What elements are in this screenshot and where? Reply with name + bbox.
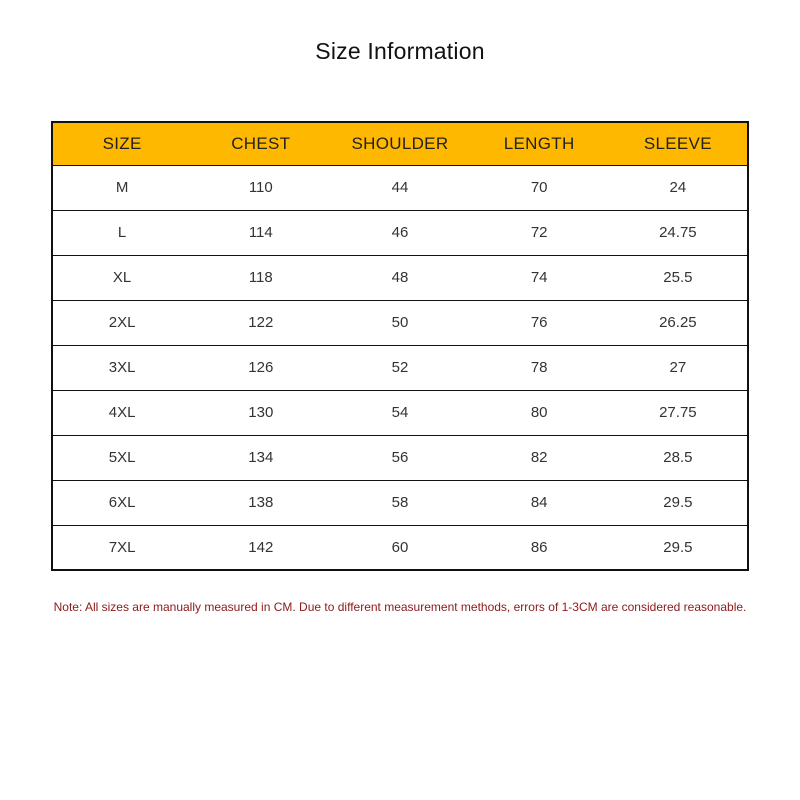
cell-shoulder: 46 [330, 210, 469, 255]
cell-chest: 110 [248, 179, 273, 196]
table-row [52, 165, 748, 210]
cell-sleeve: 29.5 [609, 480, 748, 525]
cell-shoulder: 48 [330, 255, 469, 300]
cell-length: 72 [470, 210, 609, 255]
cell-size: 6XL [52, 480, 191, 525]
cell-length: 74 [470, 255, 609, 300]
cell-shoulder: 58 [330, 480, 469, 525]
measurement-note: Note: All sizes are manually measured in CM. Due to different measurement methods, errors of 1-3CM are considered reasonable. [53, 600, 747, 614]
page-title: Size Information [315, 38, 485, 64]
cell-sleeve: 29.5 [609, 525, 748, 570]
column-header-chest: CHEST [191, 122, 330, 165]
cell-chest: 126 [191, 345, 330, 390]
cell-chest: 130 [191, 390, 330, 435]
table-row [52, 390, 748, 435]
cell-size: XL [52, 255, 191, 300]
cell-chest: 114 [191, 210, 330, 255]
cell-chest: 122 [191, 300, 330, 345]
cell-size: 2XL [52, 300, 191, 345]
cell-chest: 118 [191, 255, 330, 300]
table-header-row [52, 122, 748, 165]
cell-size: 7XL [52, 525, 191, 570]
size-chart-table [51, 121, 749, 571]
column-header-size: SIZE [52, 122, 191, 165]
cell-size: 4XL [52, 390, 191, 435]
cell-chest: 134 [191, 435, 330, 480]
cell-size: 5XL [52, 435, 191, 480]
table-row [52, 255, 748, 300]
column-header-sleeve: SLEEVE [609, 122, 748, 165]
cell-length: 84 [470, 480, 609, 525]
table-row [52, 435, 748, 480]
cell-shoulder: 60 [330, 525, 469, 570]
cell-length: 78 [470, 345, 609, 390]
cell-shoulder: 56 [330, 435, 469, 480]
table-row [52, 525, 748, 570]
cell-chest: 142 [191, 525, 330, 570]
cell-sleeve: 26.25 [609, 300, 748, 345]
cell-length: 82 [470, 435, 609, 480]
column-header-shoulder: SHOULDER [330, 122, 469, 165]
cell-chest: 138 [191, 480, 330, 525]
cell-length: 70 [530, 179, 548, 196]
cell-sleeve: 27.75 [609, 390, 748, 435]
table-row [52, 300, 748, 345]
cell-size: 3XL [52, 345, 191, 390]
table-row [52, 480, 748, 525]
cell-size: M [115, 179, 129, 196]
cell-length: 76 [470, 300, 609, 345]
cell-shoulder: 54 [330, 390, 469, 435]
cell-size: L [52, 210, 191, 255]
cell-sleeve: 24.75 [609, 210, 748, 255]
cell-sleeve: 24 [669, 179, 687, 196]
cell-shoulder: 52 [330, 345, 469, 390]
cell-sleeve: 27 [609, 345, 748, 390]
cell-sleeve: 25.5 [609, 255, 748, 300]
cell-sleeve: 28.5 [609, 435, 748, 480]
cell-length: 86 [470, 525, 609, 570]
table-row [52, 210, 748, 255]
table-row [52, 345, 748, 390]
column-header-length: LENGTH [470, 122, 609, 165]
cell-shoulder: 50 [330, 300, 469, 345]
cell-length: 80 [470, 390, 609, 435]
cell-shoulder: 44 [391, 179, 409, 196]
